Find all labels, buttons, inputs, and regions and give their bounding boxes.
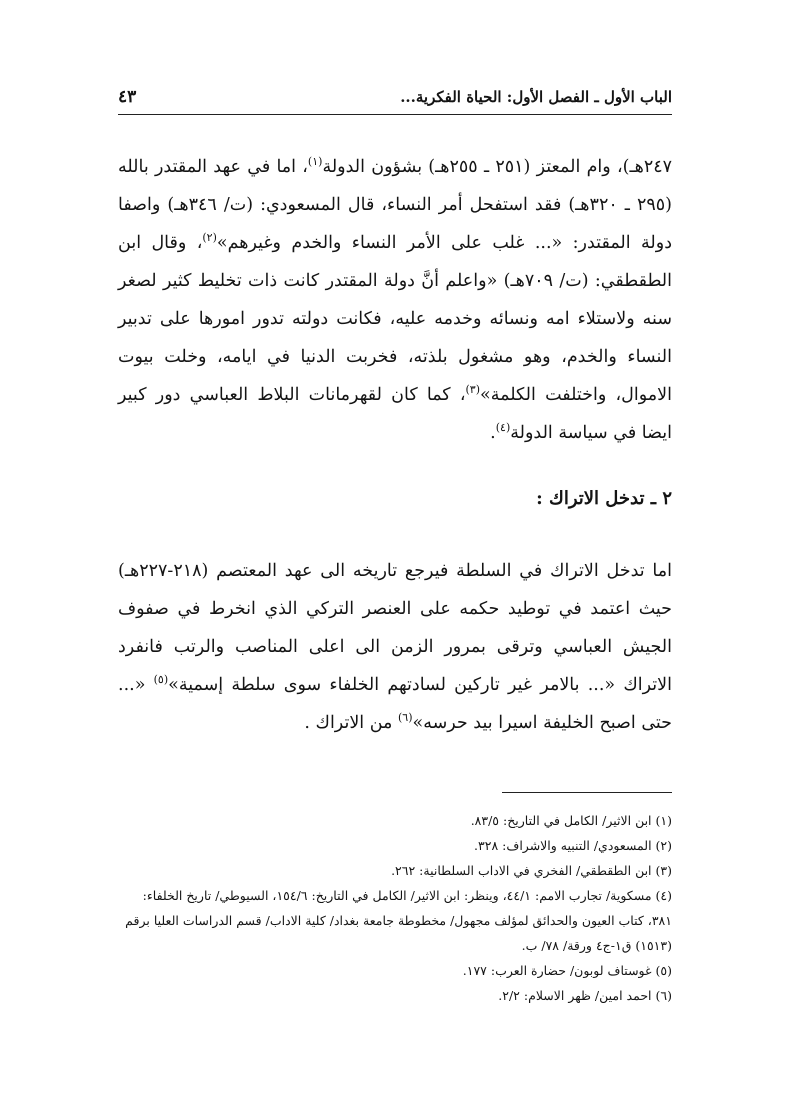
footnote-ref-3[interactable]: (٣): [465, 383, 481, 397]
text-run: ٢٤٧هـ)، وام المعتز (٢٥١ ـ ٢٥٥هـ) بشؤون الدولة: [322, 157, 673, 177]
footnote-item: (٤) مسكوية/ تجارب الامم: ٤٤/١، وينظر: ابن الاثير/ الكامل في التاريخ: ١٥٤/٦، السيوطي/ تاريخ الخلفاء: ٣٨١، كتاب العيون والحدائق لمؤلف مجهول/ مخطوطة جامعة بغداد/ كلية الاداب/ قسم الدراسات العليا برقم (١٥١٣) ق١-ج٤ ورقة/ ٧٨/ ب.: [125, 888, 672, 953]
page-header: [118, 80, 672, 115]
footnote-item: (١) ابن الاثير/ الكامل في التاريخ: ٨٣/٥.: [470, 813, 672, 828]
text-run: اما تدخل الاتراك في السلطة فيرجع تاريخه الى عهد المعتصم (٢١٨-٢٢٧هـ) حيث اعتمد في توطيد حكمه على العنصر التركي الذي انخرط في صفوف الجيش العباسي وترقى بمرور الزمن الى اعلى المناصب والرتب فانفرد الاتراك «... بالامر غير تاركين لسادتهم الخلفاء سوى سلطة إسمية»: [118, 561, 672, 695]
footnote-ref-5[interactable]: (٥): [153, 673, 169, 687]
paragraph-abbasid-women: [118, 148, 672, 452]
paragraph-turks: [118, 552, 672, 742]
text-run: من الاتراك .: [304, 713, 398, 733]
text-run: .: [490, 423, 496, 443]
footnote-item: (٦) احمد امين/ ظهر الاسلام: ٢/٢.: [498, 988, 672, 1003]
text-run: ، كما كان لقهرمانات البلاط العباسي دور كبير ايضا في سياسة الدولة: [118, 385, 672, 443]
footnote-separator: [502, 792, 672, 793]
footnote-item: (٣) ابن الطقطقي/ الفخري في الاداب السلطانية: ٢٦٢.: [391, 863, 672, 878]
page-number: ٤٣: [118, 87, 137, 107]
section-heading: ٢ ـ تدخل الاتراك :: [536, 488, 672, 509]
text-run: ، اما في عهد المقتدر بالله (٢٩٥ ـ ٣٢٠هـ) فقد استفحل أمر النساء، قال المسعودي: (ت/ ٣٤٦هـ) واصفا دولة المقتدر: «... غلب على الأمر النساء والخدم وغيرهم»: [118, 157, 672, 253]
footnote-ref-4[interactable]: (٤): [495, 421, 511, 435]
footnote-item: (٢) المسعودي/ التنبيه والاشراف: ٣٢٨.: [474, 838, 672, 853]
text-run: ، وقال ابن الطقطقي: (ت/ ٧٠٩هـ) «واعلم أنَّ دولة المقتدر كانت ذات تخليط كثير لصغر سنه ولاستلاء امه ونسائه وخدمه عليه، فكانت دولته تدور امورها على تدبير النساء والخدم، وهو مشغول بلذته، فخربت الدنيا في ايامه، وخلت بيوت الاموال، واختلفت الكلمة»: [118, 233, 673, 405]
footnote-ref-6[interactable]: (٦): [398, 711, 413, 725]
text-run: «... حتى اصبح الخليفة اسيرا بيد حرسه»: [118, 675, 672, 733]
footnote-ref-2[interactable]: (٢): [202, 231, 217, 245]
footnote-ref-1[interactable]: (١): [307, 155, 323, 169]
running-title: الباب الأول ـ الفصل الأول: الحياة الفكرية...: [400, 88, 672, 106]
footnotes-list: [118, 808, 672, 1008]
footnote-item: (٥) غوستاف لوبون/ حضارة العرب: ١٧٧.: [462, 963, 672, 978]
